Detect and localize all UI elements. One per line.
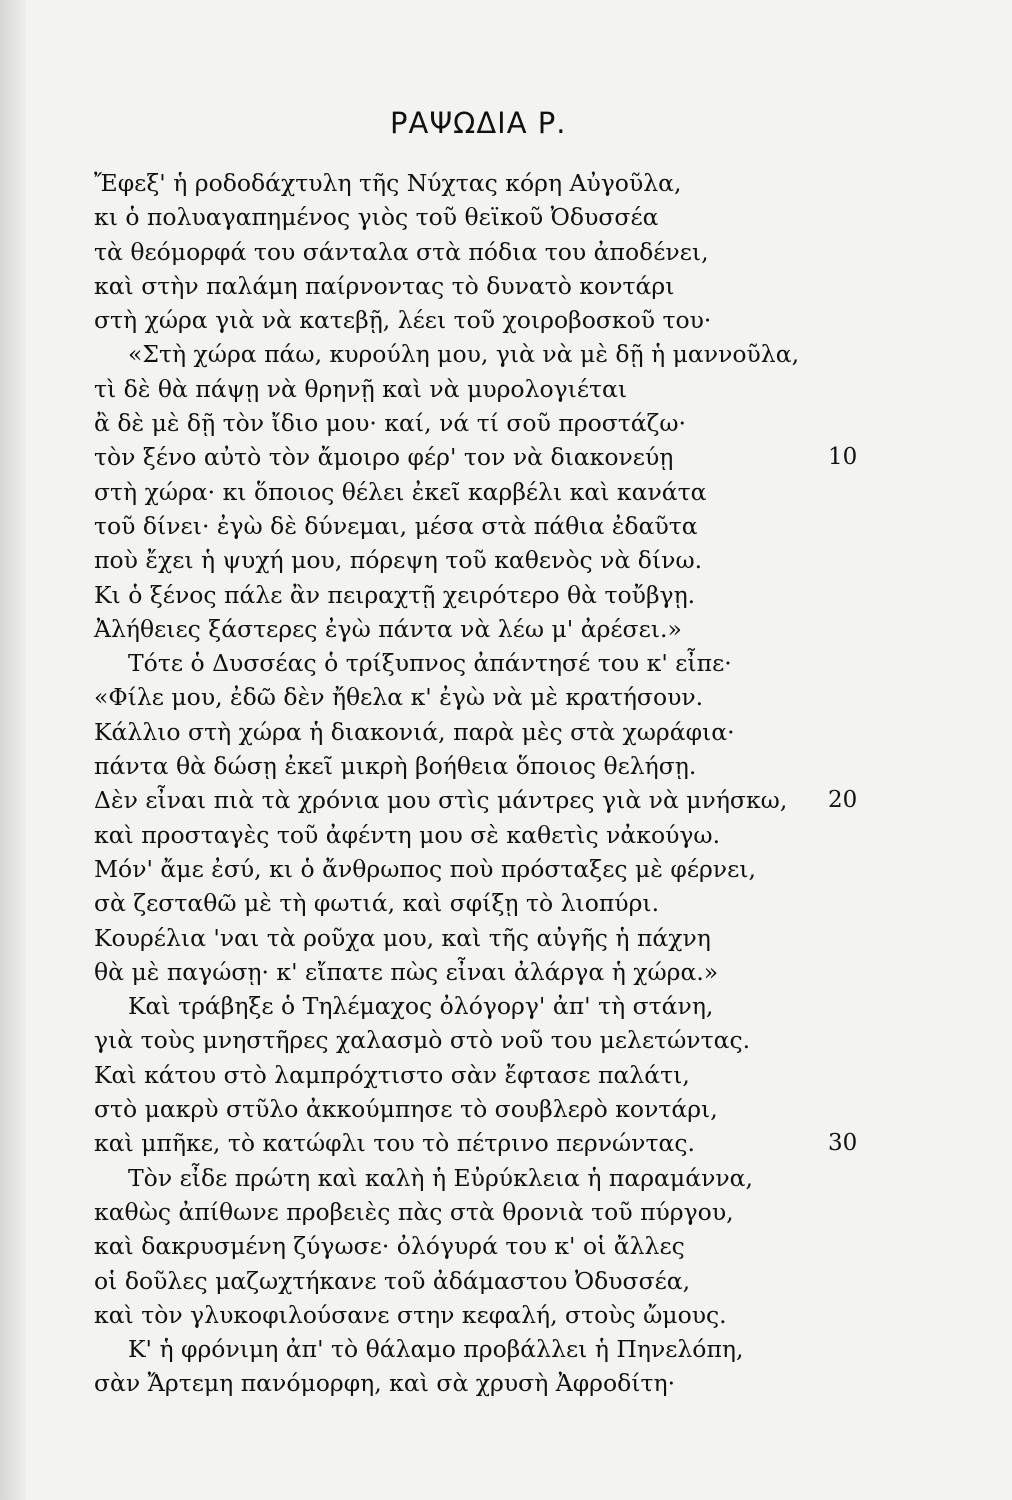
verse-line [0,1058,1012,1092]
verse-line-number: 10 [828,444,858,471]
verse-line-text: Καὶ κάτου στὸ λαμπρόχτιστο σὰν ἔφτασε παλάτι, [94,1060,690,1089]
verse-line [0,1298,1012,1332]
verse-line-text: ποὺ ἔχει ἡ ψυχή μου, πόρεψη τοῦ καθενὸς νὰ δίνω. [94,546,703,575]
verse-line [0,475,1012,509]
verse-line-text: τὶ δὲ θὰ πάψῃ νὰ θρηνῇ καὶ νὰ μυρολογιέται [94,374,628,403]
verse-line-text: οἱ δοῦλες μαζωχτήκανε τοῦ ἀδάμαστου Ὀδυσσέα, [94,1266,691,1295]
verse-line-text: στὴ χώρα γιὰ νὰ κατεβῇ, λέει τοῦ χοιροβοσκοῦ του· [94,306,712,335]
verse-line-text: καὶ δακρυσμένη ζύγωσε· ὀλόγυρά του κ' οἱ ἄλλες [94,1232,685,1261]
verse-line [0,440,1012,474]
verse-line-text: Κ' ἡ φρόνιμη ἀπ' τὸ θάλαμο προβάλλει ἡ Πηνελόπη, [128,1335,744,1364]
verse-line-text: Τὸν εἶδε πρώτη καὶ καλὴ ἡ Εὐρύκλεια ἡ παραμάννα, [128,1163,753,1192]
verse-line [0,1161,1012,1195]
verse-line [0,166,1012,200]
verse-line-text: καθὼς ἀπίθωνε προβειὲς πὰς στὰ θρονιὰ τοῦ πύργου, [94,1197,734,1226]
verse-line [0,337,1012,371]
verse-line-text: «Φίλε μου, ἐδῶ δὲν ἤθελα κ' ἐγὼ νὰ μὲ κρατήσουν. [94,683,704,712]
verse-line [0,1023,1012,1057]
verse-line [0,715,1012,749]
verse-line [0,1264,1012,1298]
verse-line-text: τὸν ξένο αὐτὸ τὸν ἄμοιρο φέρ' τον νὰ διακονεύῃ [94,443,674,472]
verse-line [0,886,1012,920]
verse-line-text: στὴ χώρα· κι ὅποιος θέλει ἐκεῖ καρβέλι καὶ κανάτα [94,477,707,506]
verse-line-text: Κι ὁ ξένος πάλε ἂν πειραχτῇ χειρότερο θὰ τοὔβγῃ. [94,580,696,609]
verse-line-text: στὸ μακρὺ στῦλο ἀκκούμπησε τὸ σουβλερὸ κοντάρι, [94,1095,718,1124]
verse-line [0,509,1012,543]
verse-line-text: κι ὁ πολυαγαπημένος γιὸς τοῦ θεϊκοῦ Ὀδυσσέα [94,203,659,232]
verse-line-text: Ἀλήθειες ξάστερες ἐγὼ πάντα νὰ λέω μ' ἀρέσει.» [94,614,682,643]
verse-line [0,269,1012,303]
verse-line [0,955,1012,989]
verse-line-text: καὶ προσταγὲς τοῦ ἀφέντη μου σὲ καθετὶς νἀκούγω. [94,820,721,849]
verse-line-text: Δὲν εἶναι πιὰ τὰ χρόνια μου στὶς μάντρες γιὰ νὰ μνήσκω, [94,786,788,815]
verse-line-text: Ἔφεξ' ἡ ροδοδάχτυλη τῆς Νύχτας κόρη Αὐγοῦλα, [94,169,682,197]
verse-line [0,612,1012,646]
verse-line [0,1092,1012,1126]
verse-line-text: σὰ ζεσταθῶ μὲ τὴ φωτιά, καὶ σφίξῃ τὸ λιοπύρι. [94,889,660,918]
verse-line-number: 20 [828,787,858,814]
verse-line [0,921,1012,955]
verse-line [0,646,1012,680]
verse-line-text: καὶ μπῆκε, τὸ κατώφλι του τὸ πέτρινο περνώντας. [94,1129,695,1158]
verse-line-text: καὶ τὸν γλυκοφιλούσανε στην κεφαλή, στοὺς ὤμους. [94,1300,727,1329]
verse-line-text: Τότε ὁ Δυσσέας ὁ τρίξυπνος ἀπάντησέ του κ' εἶπε· [128,649,732,678]
verse-line [0,989,1012,1023]
verse-line [0,1195,1012,1229]
verse-line [0,680,1012,714]
verse-line-text: Κουρέλια 'ναι τὰ ροῦχα μου, καὶ τῆς αὐγῆς ἡ πάχνη [94,923,711,952]
verse-line-text: Μόν' ἄμε ἐσύ, κι ὁ ἄνθρωπος ποὺ πρόσταξες μὲ φέρνει, [94,854,756,883]
verse-line-text: τοῦ δίνει· ἐγὼ δὲ δύνεμαι, μέσα στὰ πάθια ἐδαῦτα [94,511,698,540]
verse-line-text: καὶ στὴν παλάμη παίρνοντας τὸ δυνατὸ κοντάρι [94,271,675,300]
verse-line [0,852,1012,886]
verse-line-text: πάντα θὰ δώσῃ ἐκεῖ μικρὴ βοήθεια ὅποιος θελήσῃ. [94,752,697,781]
verse-line-text: τὰ θεόμορφά του σάνταλα στὰ πόδια του ἀποδένει, [94,237,709,266]
verse-line [0,749,1012,783]
verse-line [0,1366,1012,1400]
verse-line [0,1229,1012,1263]
verse-line-text: θὰ μὲ παγώσῃ· κ' εἴπατε πὼς εἶναι ἀλάργα ἡ χώρα.» [94,957,719,986]
verse-line [0,303,1012,337]
verse-line-text: Κάλλιο στὴ χώρα ἡ διακονιά, παρὰ μὲς στὰ χωράφια· [94,717,735,746]
verse-line [0,543,1012,577]
verse-line-number: 30 [828,1130,858,1157]
verse-line-text: σὰν Ἄρτεμη πανόμορφη, καὶ σὰ χρυσὴ Ἀφροδίτη· [94,1369,676,1398]
verse-line [0,372,1012,406]
verse-line [0,818,1012,852]
verse-line [0,1126,1012,1160]
verse-line-text: ἂ δὲ μὲ δῇ τὸν ἴδιο μου· καί, νά τί σοῦ προστάζω· [94,409,687,438]
verse-line [0,783,1012,817]
verse-line [0,578,1012,612]
verse-line [0,200,1012,234]
verse-line [0,406,1012,440]
verse-block [0,166,1012,1401]
verse-line-text: Καὶ τράβηξε ὁ Τηλέμαχος ὀλόγοργ' ἀπ' τὴ στάνη, [128,992,714,1021]
verse-line-text: γιὰ τοὺς μνηστῆρες χαλασμὸ στὸ νοῦ του μελετώντας. [94,1026,751,1055]
verse-line [0,1332,1012,1366]
rhapsody-title: ΡΑΨΩΔΙΑ Ρ. [390,106,567,140]
verse-line [0,235,1012,269]
verse-line-text: «Στὴ χώρα πάω, κυρούλη μου, γιὰ νὰ μὲ δῇ ἡ μαννοῦλα, [128,340,800,369]
